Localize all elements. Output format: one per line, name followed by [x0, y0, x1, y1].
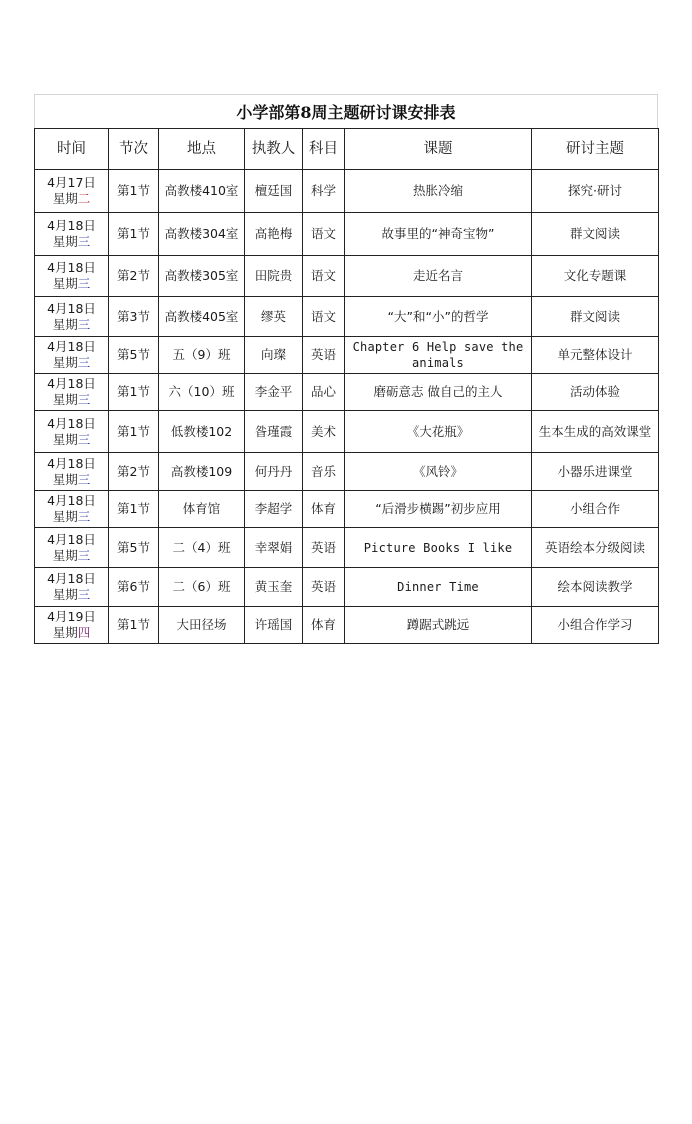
date-text: 4月19日: [47, 609, 96, 624]
table-row: [35, 213, 659, 256]
cell-topic: “后滑步横踢”初步应用: [345, 491, 532, 528]
weekday-text: 三: [77, 392, 91, 407]
cell-period: 第1节: [109, 491, 159, 528]
table-row: [35, 170, 659, 213]
date-text: 4月18日: [47, 376, 96, 391]
cell-topic: 蹲踞式跳远: [345, 607, 532, 644]
cell-location: 五（9）班: [159, 337, 245, 374]
cell-subject: 体育: [303, 491, 345, 528]
schedule-sheet: [34, 94, 658, 644]
cell-period: 第6节: [109, 568, 159, 607]
weekday-prefix: 星期: [52, 625, 78, 640]
cell-location: 高教楼109: [159, 453, 245, 491]
weekday-line: [37, 587, 106, 603]
date-text: 4月18日: [47, 218, 96, 233]
cell-time: [35, 170, 109, 213]
cell-theme: 绘本阅读教学: [532, 568, 659, 607]
cell-time: [35, 256, 109, 297]
date-text: 4月17日: [47, 175, 96, 190]
weekday-prefix: 星期: [52, 316, 78, 332]
table-row: [35, 607, 659, 644]
cell-theme: 英语绘本分级阅读: [532, 528, 659, 568]
cell-theme: 探究·研讨: [532, 170, 659, 213]
cell-theme: 活动体验: [532, 374, 659, 411]
cell-theme: 群文阅读: [532, 297, 659, 337]
cell-time: [35, 607, 109, 644]
weekday-prefix: 星期: [52, 547, 78, 563]
cell-topic: 故事里的“神奇宝物”: [345, 213, 532, 256]
table-row: [35, 411, 659, 453]
cell-teacher: 缪英: [245, 297, 303, 337]
cell-period: 第2节: [109, 256, 159, 297]
cell-theme: 小组合作学习: [532, 607, 659, 644]
cell-teacher: 向璨: [245, 337, 303, 374]
weekday-prefix: 星期: [52, 276, 78, 291]
table-row: [35, 297, 659, 337]
table-row: [35, 256, 659, 297]
cell-teacher: 李金平: [245, 374, 303, 411]
cell-period: 第5节: [109, 337, 159, 374]
header-row: [35, 129, 659, 170]
weekday-prefix: 星期: [52, 509, 78, 524]
cell-teacher: 何丹丹: [245, 453, 303, 491]
cell-theme: 生本生成的高效课堂: [532, 411, 659, 453]
cell-subject: 英语: [303, 337, 345, 374]
cell-subject: 英语: [303, 528, 345, 568]
cell-period: 第1节: [109, 170, 159, 213]
cell-time: [35, 568, 109, 607]
table-row: [35, 568, 659, 607]
weekday-text: 三: [77, 431, 91, 447]
cell-teacher: 李超学: [245, 491, 303, 528]
cell-subject: 英语: [303, 568, 345, 607]
cell-theme: 群文阅读: [532, 213, 659, 256]
weekday-text: 三: [77, 471, 91, 487]
cell-subject: 美术: [303, 411, 345, 453]
header-theme: 研讨主题: [532, 129, 659, 170]
cell-subject: 品心: [303, 374, 345, 411]
cell-time: [35, 491, 109, 528]
weekday-prefix: 星期: [52, 471, 78, 487]
weekday-line: [37, 432, 106, 448]
cell-topic: Picture Books I like: [345, 528, 532, 568]
cell-teacher: 昝瑾霞: [245, 411, 303, 453]
cell-topic: 《大花瓶》: [345, 411, 532, 453]
cell-subject: 科学: [303, 170, 345, 213]
cell-teacher: 檀廷国: [245, 170, 303, 213]
cell-location: 二（6）班: [159, 568, 245, 607]
cell-time: [35, 411, 109, 453]
cell-theme: 单元整体设计: [532, 337, 659, 374]
table-row: [35, 491, 659, 528]
cell-location: 低教楼102: [159, 411, 245, 453]
cell-teacher: 田院贵: [245, 256, 303, 297]
cell-topic: 磨砺意志 做自己的主人: [345, 374, 532, 411]
cell-teacher: 黄玉奎: [245, 568, 303, 607]
cell-time: [35, 528, 109, 568]
weekday-text: 四: [77, 625, 91, 640]
weekday-prefix: 星期: [52, 355, 78, 370]
cell-teacher: 许瑶国: [245, 607, 303, 644]
date-text: 4月18日: [47, 571, 96, 586]
cell-period: 第3节: [109, 297, 159, 337]
cell-time: [35, 297, 109, 337]
header-teacher: 执教人: [245, 129, 303, 170]
cell-theme: 文化专题课: [532, 256, 659, 297]
cell-location: 高教楼304室: [159, 213, 245, 256]
weekday-prefix: 星期: [52, 392, 78, 407]
table-row: [35, 453, 659, 491]
cell-time: [35, 337, 109, 374]
header-period: 节次: [109, 129, 159, 170]
cell-period: 第1节: [109, 411, 159, 453]
weekday-line: [37, 548, 106, 564]
cell-period: 第5节: [109, 528, 159, 568]
weekday-line: [37, 625, 106, 641]
cell-period: 第1节: [109, 374, 159, 411]
table-row: [35, 337, 659, 374]
cell-location: 高教楼305室: [159, 256, 245, 297]
header-topic: 课题: [345, 129, 532, 170]
date-text: 4月18日: [47, 300, 96, 316]
weekday-line: [37, 317, 106, 333]
weekday-line: [37, 472, 106, 488]
cell-time: [35, 453, 109, 491]
date-text: 4月18日: [47, 531, 96, 547]
cell-topic: 走近名言: [345, 256, 532, 297]
cell-time: [35, 213, 109, 256]
weekday-prefix: 星期: [52, 587, 78, 602]
weekday-text: 三: [77, 587, 91, 602]
cell-subject: 语文: [303, 297, 345, 337]
table-row: [35, 374, 659, 411]
date-text: 4月18日: [47, 415, 96, 431]
weekday-text: 三: [77, 234, 91, 249]
weekday-text: 三: [77, 509, 91, 524]
cell-period: 第2节: [109, 453, 159, 491]
weekday-line: [37, 355, 106, 371]
cell-period: 第1节: [109, 607, 159, 644]
cell-subject: 体育: [303, 607, 345, 644]
weekday-line: [37, 234, 106, 250]
date-text: 4月18日: [47, 455, 96, 471]
date-text: 4月18日: [47, 260, 96, 275]
cell-location: 六（10）班: [159, 374, 245, 411]
cell-subject: 语文: [303, 213, 345, 256]
cell-location: 高教楼405室: [159, 297, 245, 337]
cell-topic: 《风铃》: [345, 453, 532, 491]
cell-location: 大田径场: [159, 607, 245, 644]
cell-location: 高教楼410室: [159, 170, 245, 213]
cell-topic: 热胀冷缩: [345, 170, 532, 213]
cell-teacher: 高艳梅: [245, 213, 303, 256]
weekday-text: 三: [77, 316, 91, 332]
weekday-prefix: 星期: [52, 191, 78, 206]
cell-theme: 小组合作: [532, 491, 659, 528]
weekday-line: [37, 191, 106, 207]
weekday-text: 三: [77, 355, 91, 370]
cell-location: 体育馆: [159, 491, 245, 528]
cell-period: 第1节: [109, 213, 159, 256]
weekday-text: 二: [77, 191, 91, 206]
header-time: 时间: [35, 129, 109, 170]
weekday-text: 三: [77, 276, 91, 291]
cell-subject: 音乐: [303, 453, 345, 491]
date-text: 4月18日: [47, 493, 96, 508]
cell-topic: “大”和“小”的哲学: [345, 297, 532, 337]
date-text: 4月18日: [47, 339, 96, 354]
weekday-text: 三: [77, 547, 91, 563]
cell-topic: Chapter 6 Help save the animals: [345, 337, 532, 374]
weekday-line: [37, 392, 106, 408]
weekday-prefix: 星期: [52, 234, 78, 249]
cell-location: 二（4）班: [159, 528, 245, 568]
cell-teacher: 幸翠娟: [245, 528, 303, 568]
cell-time: [35, 374, 109, 411]
schedule-table: [34, 128, 659, 644]
header-subject: 科目: [303, 129, 345, 170]
weekday-prefix: 星期: [52, 431, 78, 447]
table-row: [35, 528, 659, 568]
schedule-body: [35, 170, 659, 644]
cell-subject: 语文: [303, 256, 345, 297]
weekday-line: [37, 276, 106, 292]
cell-topic: Dinner Time: [345, 568, 532, 607]
cell-theme: 小器乐进课堂: [532, 453, 659, 491]
schedule-title: 小学部第8周主题研讨课安排表: [34, 94, 658, 128]
weekday-line: [37, 509, 106, 525]
header-location: 地点: [159, 129, 245, 170]
